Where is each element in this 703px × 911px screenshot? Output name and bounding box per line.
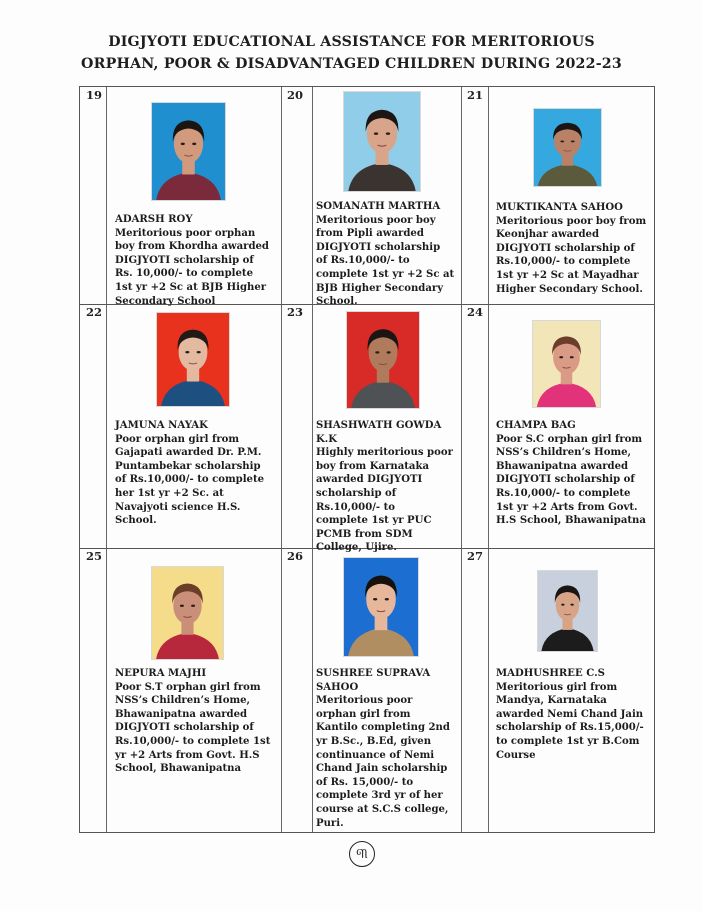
- student-photo: [344, 558, 418, 656]
- student-name: ADARSH ROY: [115, 214, 193, 225]
- portrait-image: [344, 92, 420, 191]
- column-divider: [488, 87, 489, 832]
- entry-number: 19: [86, 88, 103, 102]
- student-name: CHAMPA BAG: [496, 420, 576, 431]
- student-photo: [347, 312, 419, 408]
- column-divider: [281, 87, 282, 832]
- student-name: SHASHWATH GOWDA K.K: [316, 420, 442, 445]
- student-photo: [534, 109, 601, 186]
- award-description: Highly meritorious poor boy from Karnataka awarded DIGJYOTI scholarship of Rs.10,000/- to complete 1st yr PUC PCMB from SDM College, Ujire.: [316, 447, 453, 554]
- student-photo: [152, 103, 225, 200]
- award-description: Meritorious poor orphan boy from Khordha awarded DIGJYOTI scholarship of Rs. 10,000/- to complete 1st yr +2 Sc at BJB Higher Secondary School: [115, 227, 269, 307]
- entry-text: [496, 667, 644, 762]
- portrait-image: [347, 312, 419, 408]
- entry-text: [115, 419, 264, 528]
- entry-text: [316, 667, 450, 830]
- student-name: NEPURA MAJHI: [115, 668, 207, 679]
- column-divider: [312, 87, 313, 832]
- title-line-1: DIGJYOTI EDUCATIONAL ASSISTANCE FOR MERITORIOUS: [108, 34, 595, 50]
- title-line-2: ORPHAN, POOR & DISADVANTAGED CHILDREN DURING 2022-23: [81, 56, 622, 72]
- entry-number: 20: [287, 88, 304, 102]
- student-name: SOMANATH MARTHA: [316, 201, 441, 212]
- portrait-image: [157, 313, 229, 406]
- portrait-image: [344, 558, 418, 656]
- entry-number: 26: [287, 549, 304, 563]
- entry-number: 23: [287, 305, 304, 319]
- entry-number: 27: [467, 549, 484, 563]
- student-name: SUSHREE SUPRAVA SAHOO: [316, 668, 431, 693]
- column-divider: [461, 87, 462, 832]
- entry-text: [115, 213, 269, 308]
- student-photo: [533, 321, 600, 407]
- entry-text: [496, 201, 646, 296]
- entry-number: 24: [467, 305, 484, 319]
- portrait-image: [534, 109, 601, 186]
- student-photo: [157, 313, 229, 406]
- student-name: MADHUSHREE C.S: [496, 668, 605, 679]
- entry-text: [316, 200, 454, 309]
- portrait-image: [533, 321, 600, 407]
- page-number: ୩: [349, 841, 375, 867]
- student-name: MUKTIKANTA SAHOO: [496, 202, 623, 213]
- award-description: Meritorious poor boy from Pipli awarded DIGJYOTI scholarship of Rs.10,000/- to complete 1st yr +2 Sc at BJB Higher Secondary School.: [316, 214, 455, 308]
- portrait-image: [152, 567, 223, 659]
- entry-text: [115, 667, 270, 776]
- award-description: Meritorious poor boy from Keonjhar awarded DIGJYOTI scholarship of Rs.10,000/- to complete 1st yr +2 Sc at Mayadhar Higher Secondary School.: [496, 215, 647, 295]
- award-description: Poor orphan girl from Gajapati awarded Dr. P.M. Puntambekar scholarship of Rs.10,000/- to complete her 1st yr +2 Sc. at Navajyoti science H.S. School.: [115, 433, 265, 527]
- student-name: JAMUNA NAYAK: [115, 420, 208, 431]
- entry-text: [316, 419, 453, 555]
- portrait-image: [538, 571, 597, 651]
- column-divider: [106, 87, 107, 832]
- award-description: Poor S.T orphan girl from NSS’s Children’s Home, Bhawanipatna awarded DIGJYOTI scholarship of Rs.10,000/- to complete 1st yr +2 Arts from Govt. H.S School, Bhawanipatna: [115, 681, 271, 775]
- award-description: Poor S.C orphan girl from NSS’s Children’s Home, Bhawanipatna awarded DIGJYOTI scholarship of Rs.10,000/- to complete 1st yr +2 Arts from Govt. H.S School, Bhawanipatna: [496, 433, 646, 527]
- document-title: [0, 31, 703, 75]
- student-photo: [538, 571, 597, 651]
- portrait-image: [152, 103, 225, 200]
- entry-number: 22: [86, 305, 103, 319]
- entry-text: [496, 419, 646, 528]
- student-photo: [344, 92, 420, 191]
- award-description: Meritorious poor orphan girl from Kantilo completing 2nd yr B.Sc., B.Ed, given continuance of Nemi Chand Jain scholarship of Rs. 15,000/- to complete 3rd yr of her course at S.C.S college, Puri.: [316, 695, 450, 829]
- entry-number: 25: [86, 549, 103, 563]
- award-description: Meritorious girl from Mandya, Karnataka awarded Nemi Chand Jain scholarship of Rs.15,000/- to complete 1st yr B.Com Course: [496, 681, 644, 761]
- entry-number: 21: [467, 88, 484, 102]
- student-photo: [152, 567, 223, 659]
